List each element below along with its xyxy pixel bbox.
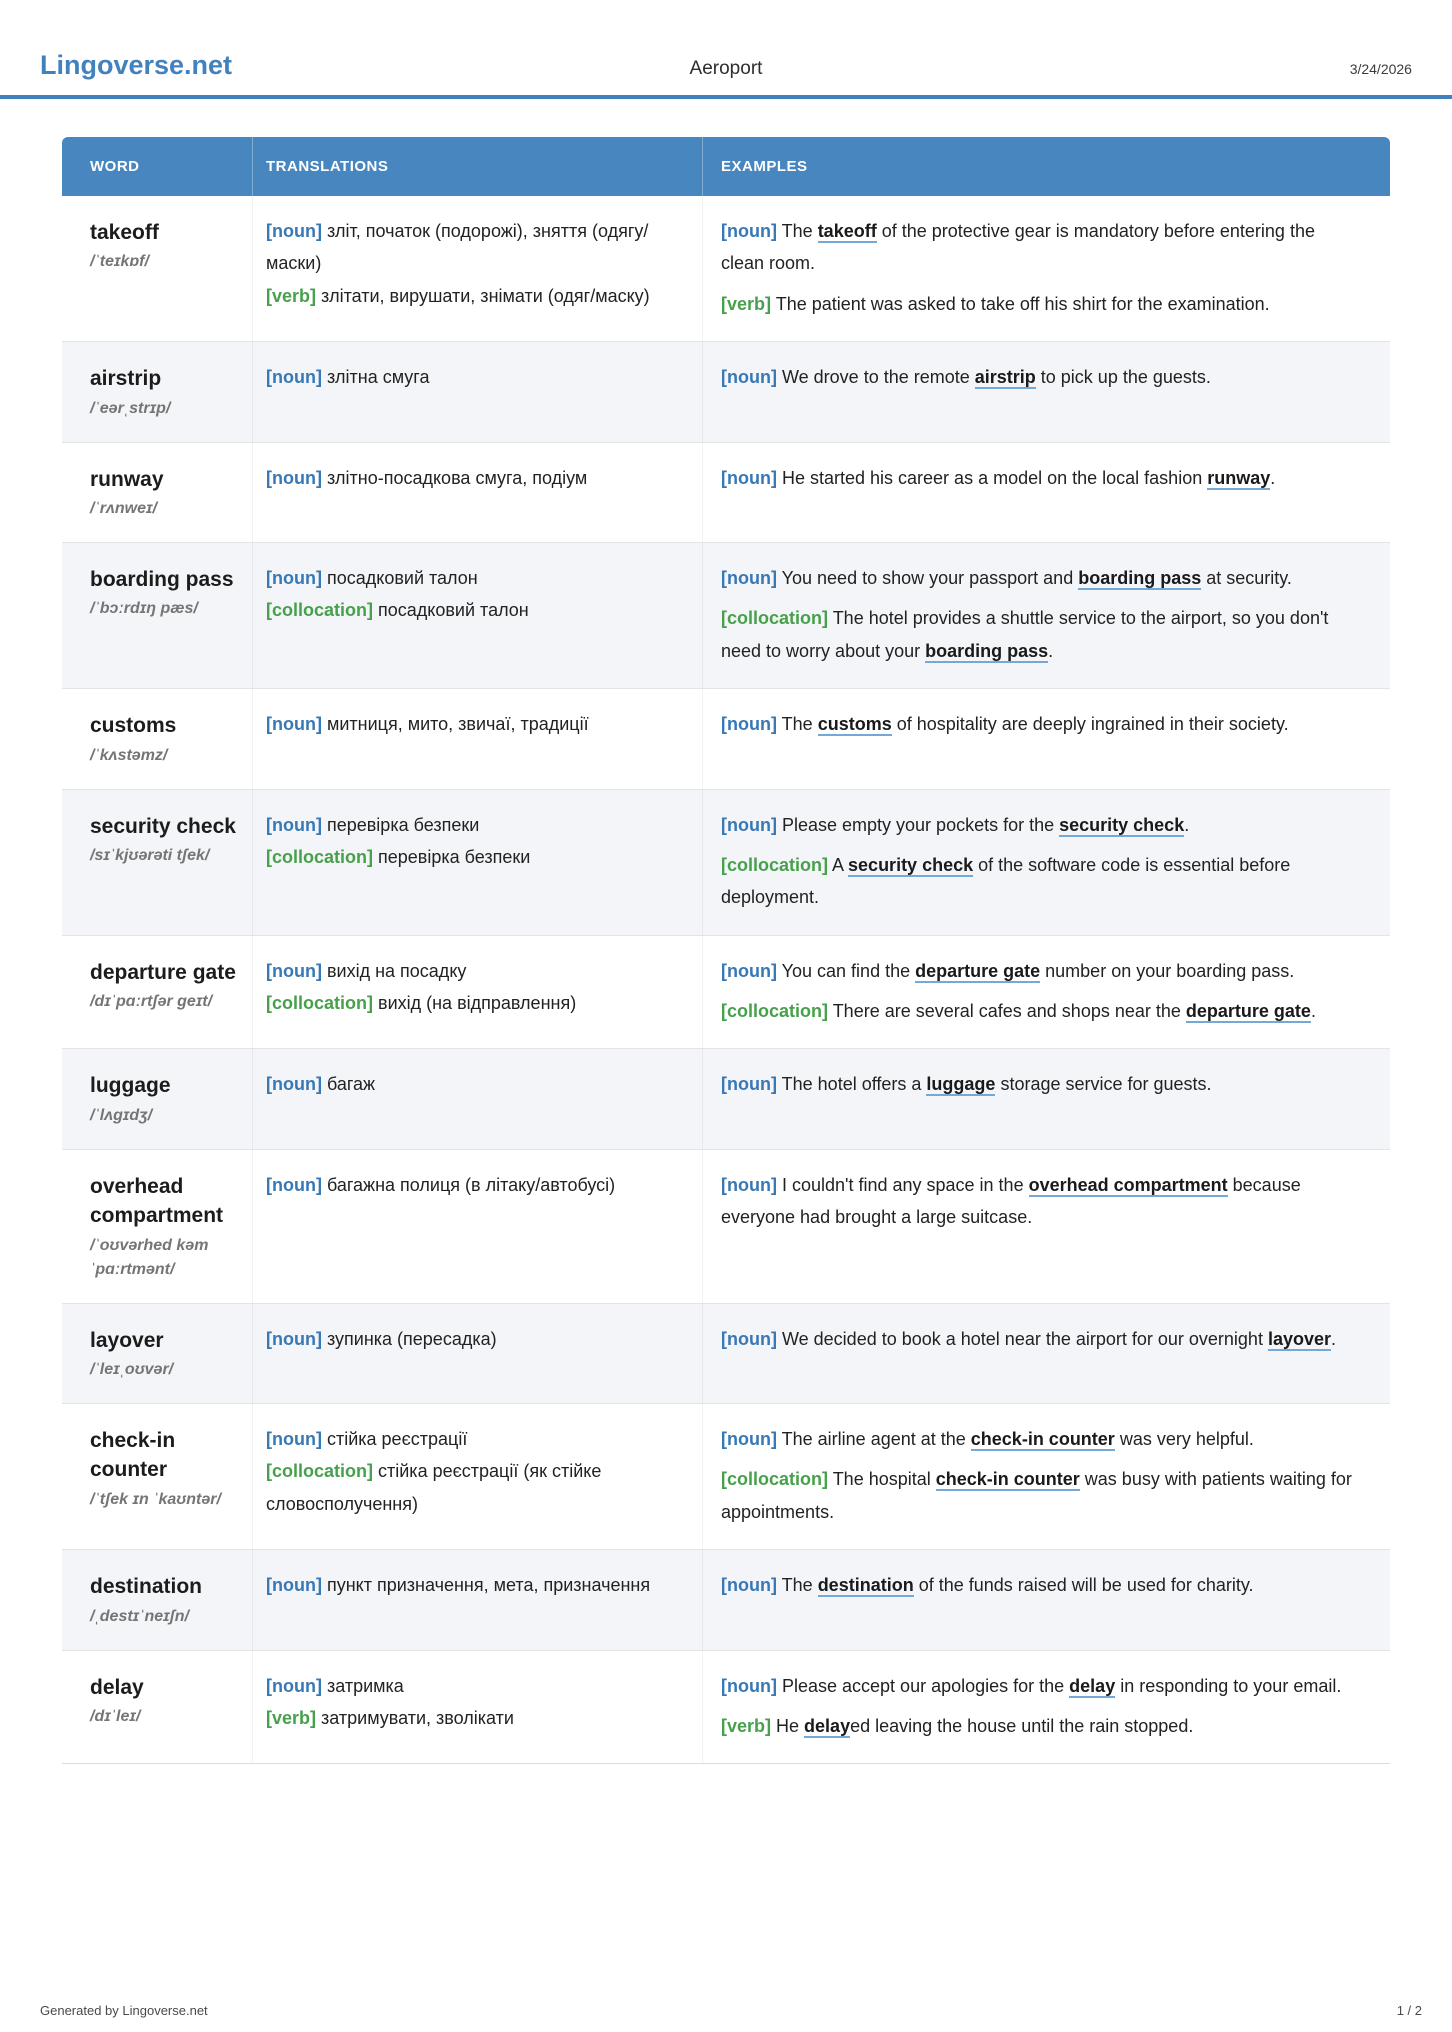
word-cell [62, 1651, 252, 1764]
example-sentence: [noun] Please empty your pockets for the security check. [721, 814, 1190, 835]
column-header-word: WORD [90, 158, 140, 175]
translations-cell [252, 689, 702, 788]
table-row [62, 1048, 1390, 1148]
pos-tag-collocation: [collocation] [266, 846, 373, 867]
word-text: overhead compartment [90, 1174, 224, 1228]
examples-cell [702, 1651, 1390, 1764]
examples-cell [702, 443, 1390, 542]
word-text: takeoff [90, 221, 159, 244]
word-ipa: /dɪˈpɑːrtʃər geɪt/ [90, 993, 213, 1011]
translations-cell [252, 1651, 702, 1764]
examples-cell [702, 1404, 1390, 1549]
pos-tag-noun: [noun] [721, 814, 777, 835]
translations-cell [252, 1404, 702, 1549]
table-row [62, 789, 1390, 935]
pos-tag-noun: [noun] [721, 221, 777, 241]
table-row [62, 1303, 1390, 1403]
examples-cell [702, 1150, 1390, 1303]
pos-tag-noun: [noun] [266, 714, 322, 735]
word-ipa: /ˈleɪˌoʊvər/ [90, 1361, 174, 1379]
word-cell [62, 443, 252, 542]
keyword: customs [817, 714, 892, 735]
keyword: takeoff [817, 221, 877, 241]
pos-tag-noun: [noun] [266, 960, 322, 981]
column-header-examples: EXAMPLES [702, 137, 1390, 196]
keyword: luggage [926, 1074, 996, 1095]
pos-tag-noun: [noun] [721, 1328, 777, 1349]
page-footer [40, 2003, 1422, 2018]
brand-text: Lingoverse.net [40, 50, 233, 80]
word-cell [62, 543, 252, 688]
footer-page-number: 1 / 2 [1396, 2003, 1422, 2018]
pos-tag-noun: [noun] [266, 1575, 322, 1596]
translations-cell [252, 196, 702, 341]
page-date: 3/24/2026 [1349, 61, 1412, 77]
word-ipa: /ˌdestɪˈneɪʃn/ [90, 1607, 189, 1625]
vocab-table-body [62, 196, 1390, 1763]
pos-tag-noun: [noun] [721, 714, 777, 735]
translations-cell [252, 1550, 702, 1649]
example-sentence: [noun] The destination of the funds raised will be used for charity. [721, 1575, 1254, 1596]
page-title: Aeroport [689, 58, 763, 79]
examples-cell [702, 342, 1390, 441]
translations-cell [252, 342, 702, 441]
example-sentence: [verb] The patient was asked to take off his shirt for the examination. [721, 293, 1270, 314]
pos-tag-noun: [noun] [266, 221, 322, 241]
pos-tag-verb: [verb] [721, 293, 772, 314]
keyword: overhead compartment [1028, 1174, 1228, 1195]
pos-tag-noun: [noun] [721, 1429, 777, 1450]
word-cell [62, 196, 252, 341]
word-ipa: /ˈkʌstəmz/ [90, 746, 168, 764]
word-ipa: /ˈeərˌstrɪp/ [90, 399, 171, 417]
example-sentence: [collocation] There are several cafes and shops near the departure gate. [721, 1001, 1316, 1022]
pos-tag-noun: [noun] [721, 960, 777, 981]
translation-line: [verb] затримувати, зволікати [266, 1707, 514, 1728]
word-text: security check [90, 814, 236, 838]
word-cell [62, 1049, 252, 1148]
translation-line: [noun] зупинка (пересадка) [266, 1328, 497, 1349]
word-ipa: /ˈrʌnweɪ/ [90, 499, 157, 517]
keyword: layover [1267, 1328, 1331, 1349]
examples-cell [702, 790, 1390, 935]
keyword: check-in counter [970, 1429, 1115, 1450]
word-ipa: /ˈtʃek ɪn ˈkaʊntər/ [90, 1490, 221, 1508]
pos-tag-noun: [noun] [721, 1074, 777, 1095]
pos-tag-noun: [noun] [266, 1675, 322, 1696]
translation-line: [noun] злітно-посадкова смуга, подіум [266, 467, 588, 488]
pos-tag-noun: [noun] [266, 814, 322, 835]
examples-cell [702, 196, 1390, 341]
table-row [62, 1549, 1390, 1649]
translation-line: [noun] злітна смуга [266, 367, 430, 388]
word-ipa: /sɪˈkjʊərəti tʃek/ [90, 846, 210, 864]
pos-tag-collocation: [collocation] [266, 1461, 373, 1482]
word-cell [62, 689, 252, 788]
pos-tag-noun: [noun] [721, 567, 777, 588]
table-row [62, 1149, 1390, 1303]
translation-line: [collocation] вихід (на відправлення) [266, 993, 577, 1014]
keyword: delay [1069, 1675, 1116, 1696]
example-sentence: [noun] The takeoff of the protective gear is mandatory before entering the clean room. [721, 221, 1315, 274]
example-sentence: [noun] The airline agent at the check-in counter was very helpful. [721, 1429, 1254, 1450]
pos-tag-noun: [noun] [266, 367, 322, 388]
pos-tag-collocation: [collocation] [266, 993, 373, 1014]
table-row [62, 1650, 1390, 1764]
examples-cell [702, 543, 1390, 688]
pos-tag-collocation: [collocation] [721, 854, 828, 875]
example-sentence: [noun] You can find the departure gate number on your boarding pass. [721, 960, 1295, 981]
word-cell [62, 1404, 252, 1549]
translation-line: [noun] затримка [266, 1675, 404, 1696]
translation-line: [noun] багажна полиця (в літаку/автобусі) [266, 1174, 616, 1195]
examples-cell [702, 1304, 1390, 1403]
word-cell [62, 1304, 252, 1403]
word-text: customs [90, 714, 177, 738]
word-text: destination [90, 1575, 203, 1599]
pos-tag-noun: [noun] [721, 367, 777, 388]
pos-tag-noun: [noun] [266, 1074, 322, 1095]
header-rule [0, 95, 1452, 99]
pos-tag-collocation: [collocation] [721, 608, 828, 629]
example-sentence: [noun] I couldn't find any space in the overhead compartment because everyone had brought a large suitcase. [721, 1174, 1301, 1228]
translation-line: [collocation] стійка реєстрації (як стійке словосполучення) [266, 1461, 602, 1514]
translation-line: [noun] зліт, початок (подорожі), зняття (одягу/маски) [266, 221, 649, 274]
word-ipa: /ˈlʌgɪdʒ/ [90, 1106, 153, 1124]
word-text: departure gate [90, 960, 236, 984]
examples-cell [702, 936, 1390, 1049]
keyword: departure gate [915, 960, 1041, 981]
keyword: check-in counter [935, 1469, 1080, 1490]
example-sentence: [noun] The customs of hospitality are deeply ingrained in their society. [721, 714, 1289, 735]
pos-tag-collocation: [collocation] [266, 600, 373, 621]
pos-tag-noun: [noun] [266, 467, 322, 488]
pos-tag-noun: [noun] [721, 1575, 777, 1596]
word-ipa: /ˈbɔːrdɪŋ pæs/ [90, 600, 198, 618]
word-cell [62, 936, 252, 1049]
table-header-row [62, 137, 1390, 196]
table-row [62, 1403, 1390, 1549]
column-header-translations: TRANSLATIONS [252, 137, 702, 196]
translations-cell [252, 936, 702, 1049]
translations-cell [252, 1150, 702, 1303]
translation-line: [noun] вихід на посадку [266, 960, 467, 981]
translation-line: [verb] злітати, вирушати, знімати (одяг/маску) [266, 285, 650, 306]
keyword: destination [817, 1575, 914, 1596]
example-sentence: [verb] He delayed leaving the house until the rain stopped. [721, 1715, 1194, 1736]
translations-cell [252, 443, 702, 542]
translation-line: [noun] багаж [266, 1074, 376, 1095]
table-row [62, 688, 1390, 788]
example-sentence: [noun] We drove to the remote airstrip to pick up the guests. [721, 367, 1211, 388]
examples-cell [702, 1049, 1390, 1148]
keyword: boarding pass [1078, 567, 1202, 588]
pos-tag-noun: [noun] [266, 1429, 322, 1450]
table-row [62, 935, 1390, 1049]
translation-line: [collocation] посадковий талон [266, 600, 529, 621]
keyword: airstrip [974, 367, 1036, 388]
pos-tag-noun: [noun] [266, 1174, 322, 1195]
table-row [62, 542, 1390, 688]
word-cell [62, 1550, 252, 1649]
pos-tag-noun: [noun] [721, 1174, 777, 1195]
pos-tag-noun: [noun] [266, 567, 322, 588]
table-row [62, 341, 1390, 441]
translation-line: [noun] митниця, мито, звичаї, традиції [266, 714, 589, 735]
translation-line: [noun] пункт призначення, мета, призначення [266, 1575, 651, 1596]
word-text: boarding pass [90, 567, 234, 591]
example-sentence: [noun] We decided to book a hotel near the airport for our overnight layover. [721, 1328, 1337, 1349]
keyword: delay [804, 1715, 851, 1736]
translation-line: [noun] перевірка безпеки [266, 814, 480, 835]
translation-line: [noun] посадковий талон [266, 567, 478, 588]
word-text: delay [90, 1675, 144, 1699]
pos-tag-verb: [verb] [266, 1707, 317, 1728]
example-sentence: [noun] You need to show your passport and boarding pass at security. [721, 567, 1292, 588]
translations-cell [252, 1049, 702, 1148]
page-header [0, 0, 1452, 95]
word-text: layover [90, 1328, 164, 1352]
pos-tag-noun: [noun] [721, 467, 777, 488]
word-cell [62, 342, 252, 441]
word-cell [62, 1150, 252, 1303]
example-sentence: [noun] The hotel offers a luggage storage service for guests. [721, 1074, 1212, 1095]
example-sentence: [collocation] The hotel provides a shuttle service to the airport, so you don't need to worry about your boarding pass. [721, 608, 1329, 661]
example-sentence: [collocation] The hospital check-in counter was busy with patients waiting for appointments. [721, 1469, 1352, 1522]
pos-tag-verb: [verb] [266, 285, 317, 306]
word-cell [62, 790, 252, 935]
word-text: runway [90, 467, 164, 491]
pos-tag-noun: [noun] [266, 1328, 322, 1349]
keyword: boarding pass [925, 640, 1049, 661]
word-text: luggage [90, 1074, 171, 1098]
word-text: check-in counter [90, 1429, 176, 1482]
translations-cell [252, 1304, 702, 1403]
keyword: departure gate [1185, 1001, 1311, 1022]
example-sentence: [noun] Please accept our apologies for the delay in responding to your email. [721, 1675, 1342, 1696]
translations-cell [252, 543, 702, 688]
example-sentence: [noun] He started his career as a model on the local fashion runway. [721, 467, 1276, 488]
pos-tag-collocation: [collocation] [721, 1469, 828, 1490]
translations-cell [252, 790, 702, 935]
table-row [62, 196, 1390, 341]
examples-cell [702, 689, 1390, 788]
keyword: security check [1059, 814, 1185, 835]
keyword: runway [1207, 467, 1271, 488]
translation-line: [noun] стійка реєстрації [266, 1429, 468, 1450]
examples-cell [702, 1550, 1390, 1649]
word-ipa: /ˈoʊvərhed kəm ˈpɑːrtmənt/ [90, 1236, 209, 1278]
pos-tag-collocation: [collocation] [721, 1001, 828, 1022]
footer-generated-text: Generated by Lingoverse.net [40, 2003, 208, 2018]
vocab-table [62, 137, 1390, 1764]
word-ipa: /ˈteɪkɒf/ [90, 253, 149, 271]
word-text: airstrip [90, 367, 162, 391]
translation-line: [collocation] перевірка безпеки [266, 846, 531, 867]
pos-tag-verb: [verb] [721, 1715, 772, 1736]
word-ipa: /dɪˈleɪ/ [90, 1707, 141, 1725]
table-row [62, 442, 1390, 542]
example-sentence: [collocation] A security check of the software code is essential before deployment. [721, 854, 1291, 908]
keyword: security check [848, 854, 974, 875]
pos-tag-noun: [noun] [721, 1675, 777, 1696]
